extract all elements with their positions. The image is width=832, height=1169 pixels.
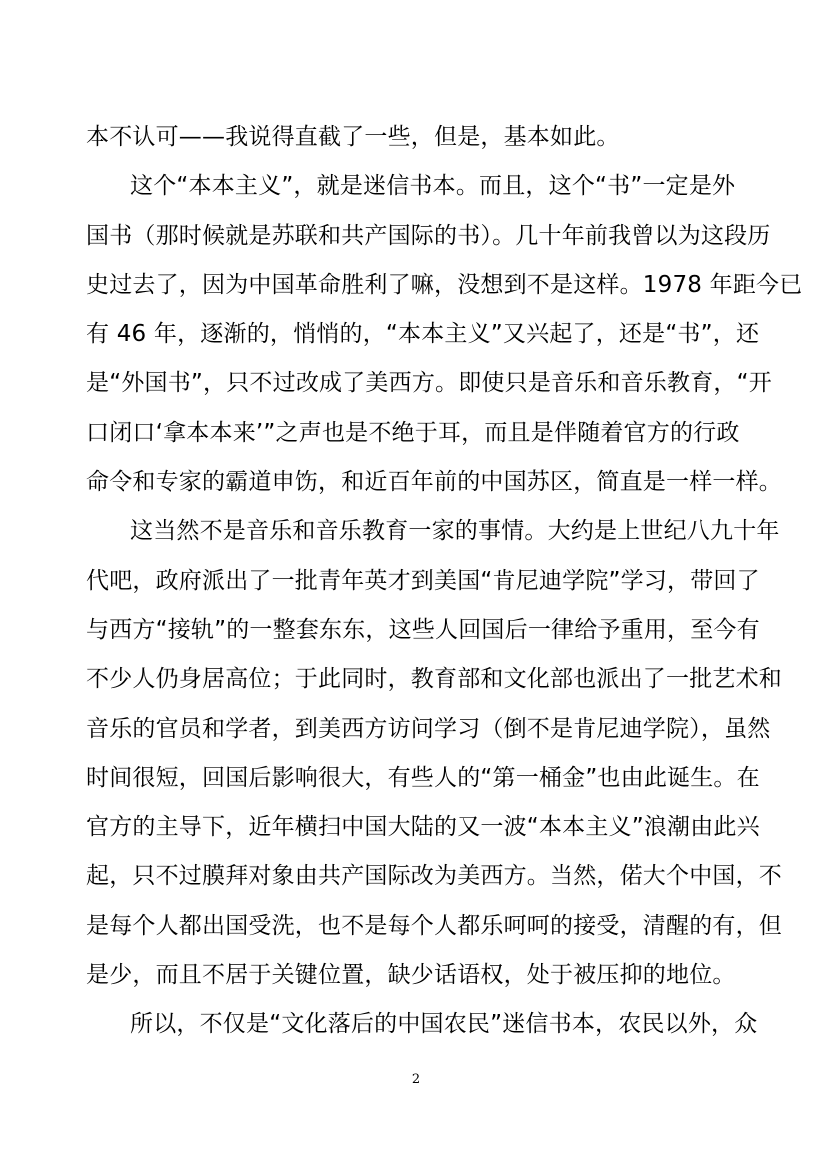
text-line: 口闭口‘拿本本来’”之声也是不绝于耳，而且是伴随着官方的行政 (86, 419, 740, 446)
text-line: 官方的主导下，近年横扫中国大陆的又一波“本本主义”浪潮由此兴 (86, 814, 760, 841)
text-line: 是每个人都出国受洗，也不是每个人都乐呵呵的接受，清醒的有，但 (86, 912, 782, 939)
text-line: 所以，不仅是“文化落后的中国农民”迷信书本，农民以外，众 (130, 1011, 758, 1038)
text-line: 起，只不过膜拜对象由共产国际改为美西方。当然，偌大个中国，不 (86, 863, 782, 890)
page-number: 2 (411, 1072, 421, 1087)
text-line: 是少，而且不居于关键位置，缺少话语权，处于被压抑的地位。 (86, 962, 736, 989)
text-line: 本不认可——我说得直截了一些，但是，基本如此。 (86, 124, 620, 150)
text-line: 史过去了，因为中国革命胜利了嘛，没想到不是这样。1978 年距今已 (86, 271, 803, 298)
text-line: 代吧，政府派出了一批青年英才到美国“肯尼迪学院”学习，带回了 (86, 567, 760, 594)
text-line: 国书（那时候就是苏联和共产国际的书）。几十年前我曾以为这段历 (86, 222, 771, 249)
text-line: 不少人仍身居高位；于此同时，教育部和文化部也派出了一批艺术和 (86, 666, 782, 693)
text-line: 有 46 年，逐渐的，悄悄的，“本本主义”又兴起了，还是“书”，还 (86, 321, 760, 348)
text-line: 命令和专家的霸道申饬，和近百年前的中国苏区，简直是一样一样。 (86, 469, 782, 496)
text-line: 这当然不是音乐和音乐教育一家的事情。大约是上世纪八九十年 (130, 518, 780, 545)
text-line: 与西方“接轨”的一整套东东，这些人回国后一律给予重用，至今有 (86, 616, 760, 643)
text-line: 音乐的官员和学者，到美西方访问学习（倒不是肯尼迪学院），虽然 (86, 715, 771, 742)
body-text (86, 113, 803, 1050)
text-line: 这个“本本主义”，就是迷信书本。而且，这个“书”一定是外 (130, 173, 736, 200)
text-line: 是“外国书”，只不过改成了美西方。即使只是音乐和音乐教育，“开 (86, 370, 772, 397)
text-line: 时间很短，回国后影响很大，有些人的“第一桶金”也由此诞生。在 (86, 764, 760, 791)
